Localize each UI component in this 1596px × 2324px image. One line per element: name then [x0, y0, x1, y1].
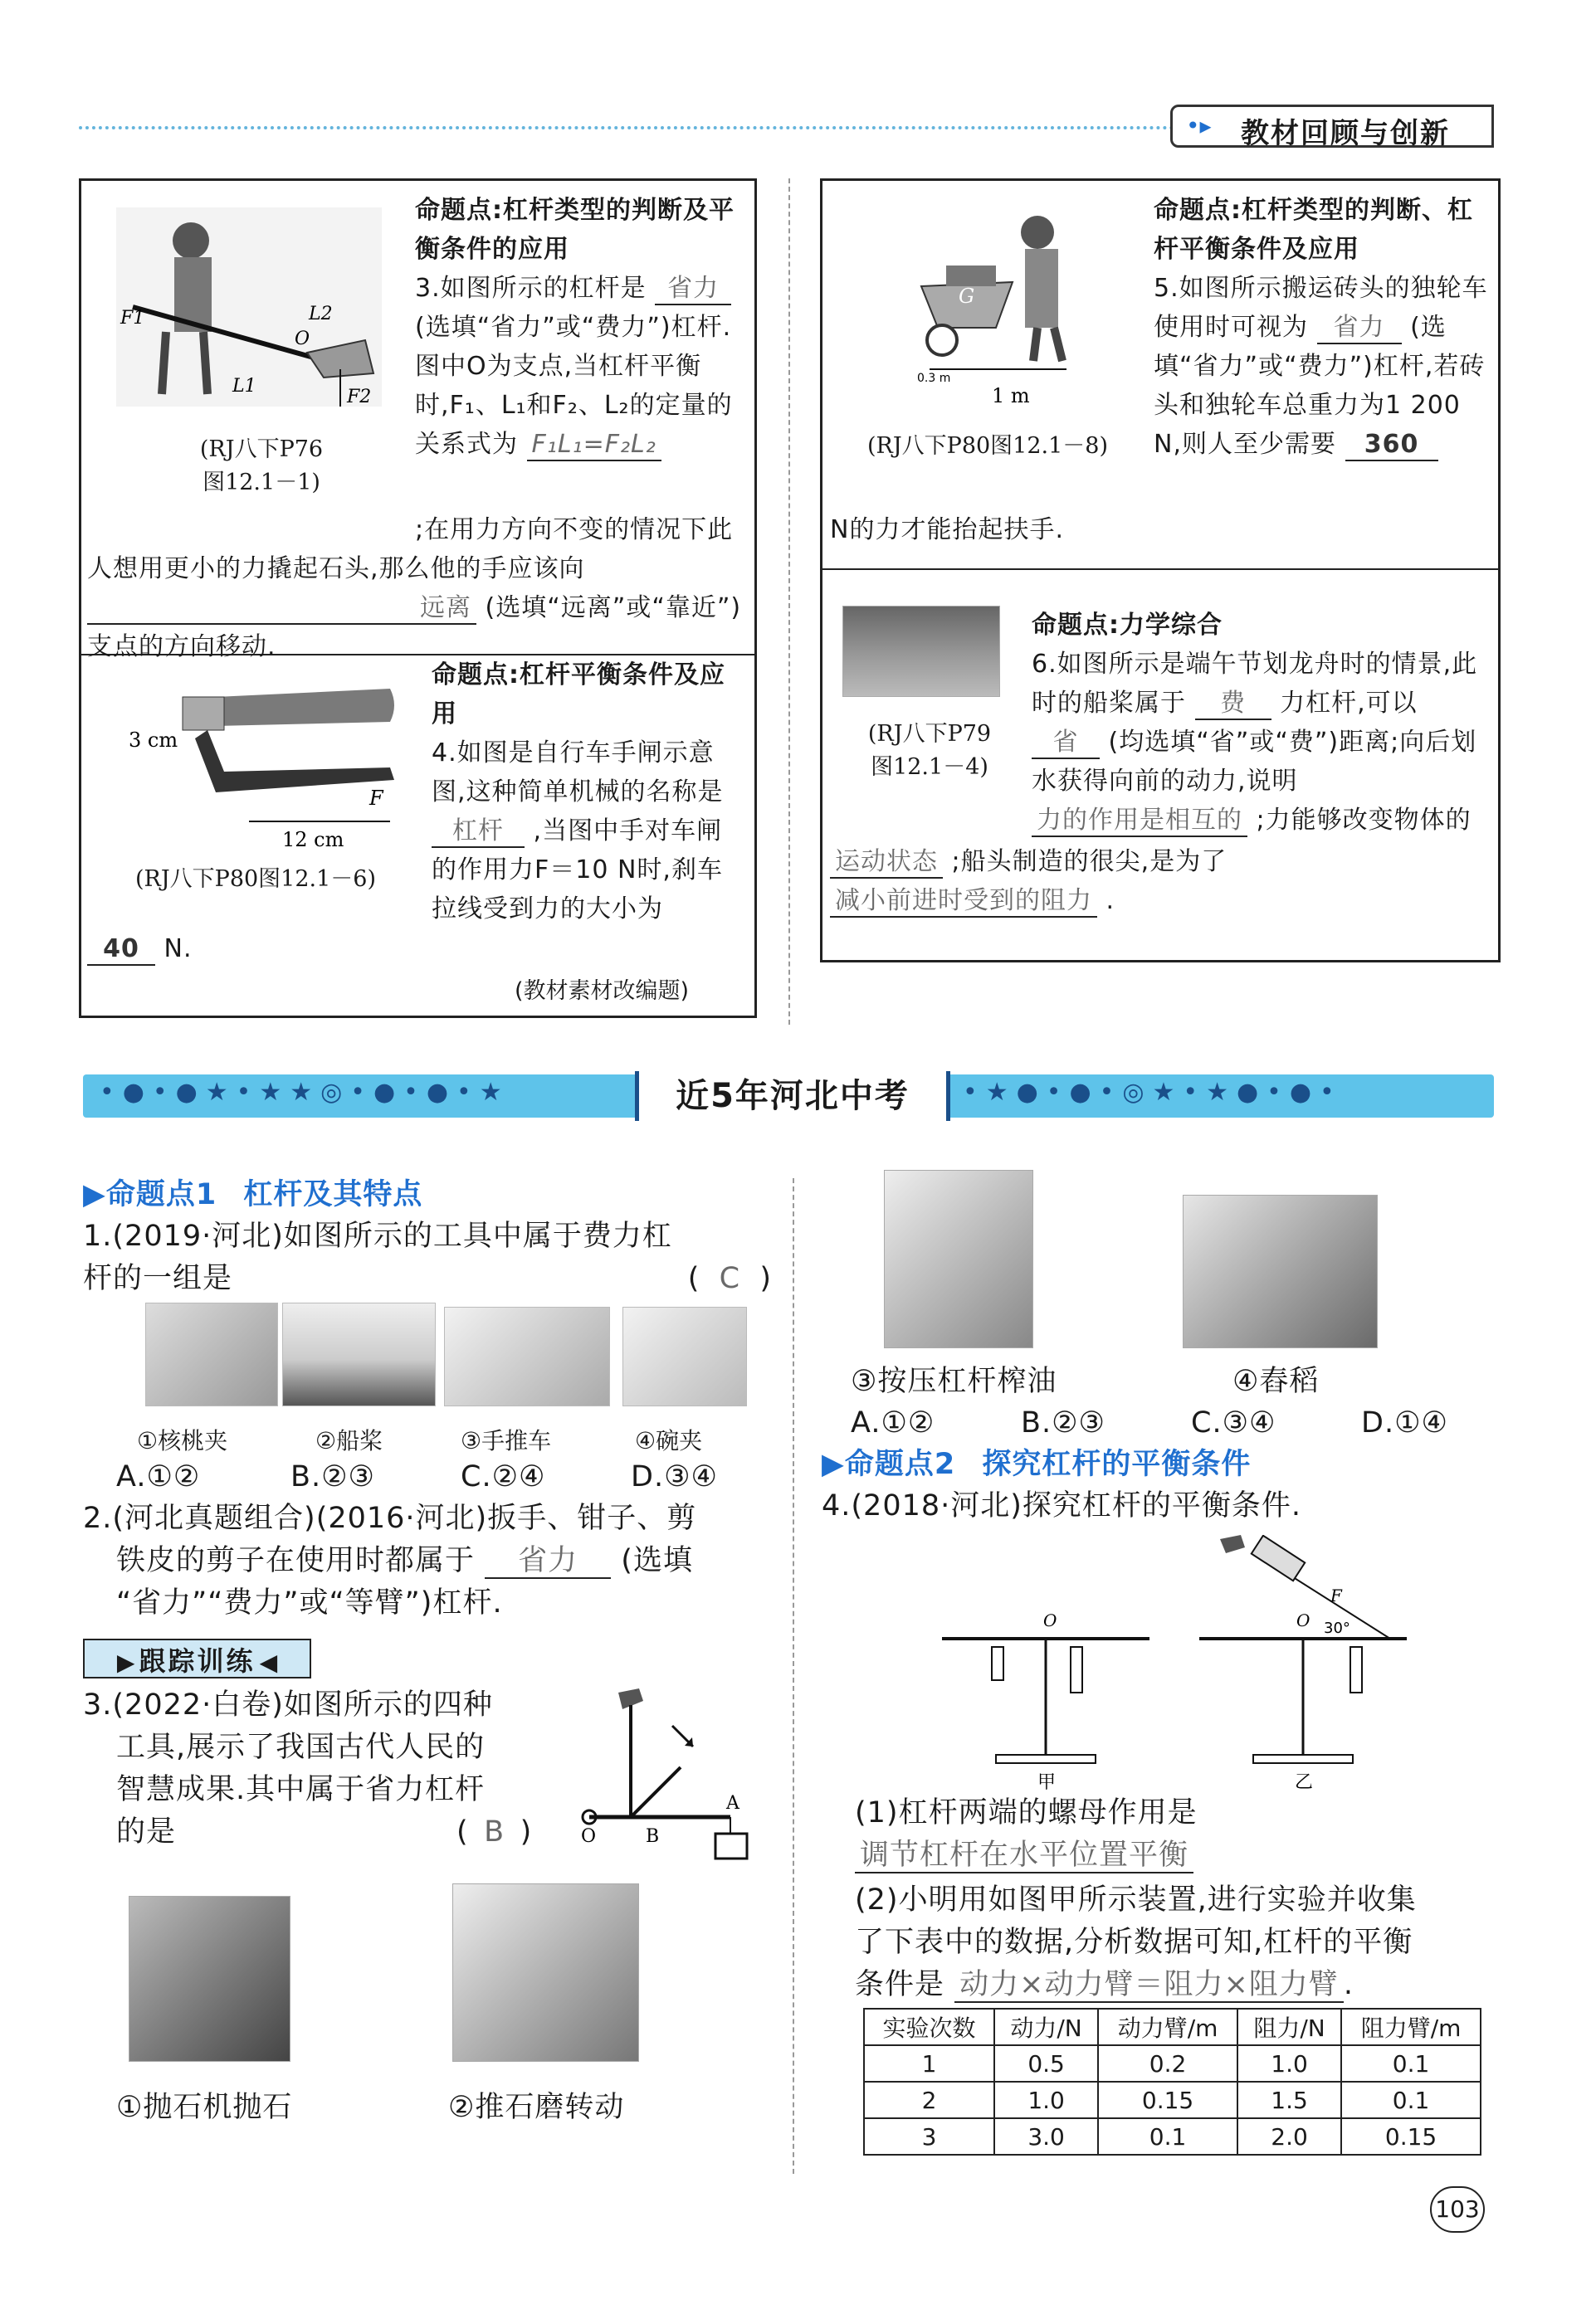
- answer-blank: 运动状态: [830, 848, 943, 879]
- banner-title: 近5年河北中考: [676, 1077, 910, 1115]
- lever-experiment-figure: [934, 1535, 1448, 1792]
- trebuchet-photo: [129, 1896, 290, 2062]
- column-separator: [793, 1178, 794, 2174]
- header-arrow-icon: •▸: [1186, 112, 1212, 139]
- fig-label-1m: 1 m: [992, 384, 1030, 407]
- box4-caption: (RJ八下P80图12.1－6): [134, 866, 377, 892]
- box-divider: [820, 568, 1501, 570]
- box6-topic: 命题点:力学综合: [1032, 611, 1223, 640]
- question-2: 2.(河北真题组合)(2016·河北)扳手、钳子、剪 铁皮的剪子在使用时都属于 省力 (选填 “省力”“费力”或“等臂”)杠杆.: [83, 1502, 697, 1620]
- fig-label-o: O: [295, 329, 310, 349]
- fig-label-f: F: [369, 787, 383, 810]
- box4-body: 命题点:杠杆平衡条件及应用 4.如图是自行车手闸示意图,这种简单机械的名称是 杠杆 ,当图中手对车闸的作用力F＝10 N时,刹车拉线受到力的大小为: [432, 660, 725, 923]
- lever-diagram-q3: [573, 1684, 755, 1863]
- table-header: 阻力/N: [1237, 2009, 1341, 2045]
- q3-option-c: C.③④: [1191, 1406, 1276, 1440]
- answer-blank: 40: [87, 935, 155, 966]
- section-banner: [83, 1074, 1494, 1118]
- q3-image-caption-2: ②推石磨转动: [448, 2091, 625, 2124]
- header-dotted-rule: [79, 126, 1174, 129]
- fig-label-f: F: [1330, 1586, 1342, 1605]
- page-number: 103: [1430, 2186, 1485, 2233]
- fig-label-03m: 0.3 m: [917, 372, 951, 385]
- table-header: 动力/N: [994, 2009, 1098, 2045]
- tool-image-nutcracker: [145, 1303, 278, 1406]
- tracking-training-label: ▶ 跟踪训练 ◀: [83, 1639, 311, 1678]
- fig-label-30: 30°: [1324, 1620, 1350, 1637]
- tool-caption: ④碗夹: [635, 1427, 703, 1454]
- banner-title-box: [635, 1071, 950, 1121]
- box5-body-continued: N的力才能抬起扶手.: [830, 515, 1064, 544]
- q3-option-b: B.②③: [1021, 1406, 1105, 1440]
- question-4-1: (1)杠杆两端的螺母作用是 调节杠杆在水平位置平衡: [855, 1792, 1502, 1877]
- lever-worker-figure: [116, 207, 382, 407]
- box6-caption: (RJ八下P79 图12.1－4): [867, 721, 992, 780]
- answer-choice: B: [484, 1815, 505, 1849]
- box6-body-continued: 运动状态 ;船头制造的很尖,是为了 减小前进时受到的阻力 .: [830, 842, 1490, 920]
- box3-topic: 命题点:杠杆类型的判断及平衡条件的应用: [415, 196, 735, 264]
- answer-blank: 力的作用是相互的: [1032, 806, 1247, 837]
- banner-decor-left: •●•●★•★★◎•●•●•★: [100, 1078, 510, 1107]
- fig-label-3cm: 3 cm: [129, 728, 178, 752]
- box4-topic: 命题点:杠杆平衡条件及应用: [432, 660, 725, 728]
- rice-pounding-photo: [1183, 1195, 1378, 1348]
- tool-caption: ②船桨: [315, 1427, 383, 1454]
- fig-label-a: A: [726, 1793, 739, 1814]
- column-separator: [788, 178, 790, 1025]
- banner-decor-right: •★●•●•◎★•★●•●•: [963, 1078, 1343, 1107]
- fig-label-yi: 乙: [1295, 1772, 1314, 1792]
- play-icon: ▶: [116, 1649, 135, 1676]
- experiment-data-table: [863, 2008, 1481, 2156]
- q1-option-d: D.③④: [631, 1460, 718, 1493]
- fig-label-o: O: [1043, 1610, 1057, 1630]
- tool-image-bowl-clamp: [622, 1307, 747, 1406]
- box5-topic: 命题点:杠杆类型的判断、杠杆平衡条件及应用: [1154, 196, 1473, 264]
- box6-body: 命题点:力学综合 6.如图所示是端午节划龙舟时的情景,此时的船桨属于 费 力杠杆,可以 省 (均选填“省”或“费”)距离;向后划水获得向前的动力,说明 力的作用是相互的 ;力能够改变物体的: [1032, 606, 1492, 840]
- answer-blank: 360: [1345, 431, 1438, 461]
- tool-image-wheelbarrow: [444, 1307, 610, 1406]
- answer-blank: 省力: [1317, 314, 1402, 344]
- header-tab: [1170, 105, 1494, 148]
- table-row: 3 3.0 0.1 2.0 0.15: [864, 2118, 1481, 2155]
- answer-blank: 动力×动力臂＝阻力×阻力臂: [954, 1968, 1344, 2003]
- answer-blank: 省: [1032, 728, 1100, 759]
- box3-body-continued: ;在用力方向不变的情况下此人想用更小的力撬起石头,那么他的手应该向 远离 (选填“远离”或“靠近”)支点的方向移动.: [87, 515, 742, 661]
- fig-label-o: O: [1296, 1610, 1310, 1630]
- table-row: 2 1.0 0.15 1.5 0.1: [864, 2082, 1481, 2118]
- question-3: 3.(2022·白卷)如图所示的四种 工具,展示了我国古代人民的 智慧成果.其中属于省力杠杆 的是 ( B ): [83, 1688, 533, 1849]
- dragon-boat-photo: [842, 606, 1000, 697]
- answer-blank: 费: [1195, 689, 1271, 720]
- table-header: 实验次数: [864, 2009, 994, 2045]
- box5-caption: (RJ八下P80图12.1－8): [866, 433, 1109, 459]
- q1-option-b: B.②③: [290, 1460, 375, 1493]
- bicycle-brake-figure: [116, 680, 398, 855]
- answer-blank: F₁L₁=F₂L₂: [527, 431, 661, 461]
- fig-label-f2: F2: [347, 387, 372, 407]
- box5-body: 命题点:杠杆类型的判断、杠杆平衡条件及应用 5.如图所示搬运砖头的独轮车使用时可视为 省力 (选填“省力”或“费力”)杠杆,若砖头和独轮车总重力为1 200 N,则人至少需要 360: [1154, 191, 1490, 464]
- q3-image-caption-4: ④舂稻: [1232, 1365, 1320, 1398]
- wheelbarrow-figure: [913, 203, 1112, 411]
- answer-blank: 调节杠杆在水平位置平衡: [855, 1839, 1193, 1873]
- back-play-icon: ◀: [259, 1649, 278, 1676]
- fig-label-b: B: [646, 1826, 660, 1847]
- q3-image-caption-1: ①抛石机抛石: [116, 2091, 293, 2124]
- answer-blank: 减小前进时受到的阻力: [830, 887, 1097, 918]
- tool-caption: ①核桃夹: [137, 1427, 228, 1454]
- answer-blank: 省力: [655, 275, 731, 305]
- box4-note: (教材素材改编题): [515, 978, 690, 1004]
- fig-label-l2: L2: [309, 304, 333, 324]
- millstone-photo: [452, 1883, 639, 2062]
- fig-label-jia: 甲: [1037, 1772, 1057, 1792]
- answer-choice: C: [719, 1262, 741, 1295]
- fig-label-g: G: [959, 285, 975, 308]
- topic-1-heading: ▶命题点1 杠杆及其特点: [83, 1178, 423, 1211]
- table-row: 1 0.5 0.2 1.0 0.1: [864, 2045, 1481, 2082]
- q3-option-a: A.①②: [851, 1406, 935, 1440]
- question-4-2: (2)小明用如图甲所示装置,进行实验并收集 了下表中的数据,分析数据可知,杠杆的平衡 条件是 动力×动力臂＝阻力×阻力臂 .: [855, 1879, 1502, 2006]
- tool-caption: ③手推车: [461, 1427, 552, 1454]
- answer-blank: 省力: [485, 1544, 611, 1579]
- answer-blank: 杠杆: [432, 817, 525, 848]
- answer-blank: 远离: [87, 594, 476, 625]
- topic-2-heading: ▶命题点2 探究杠杆的平衡条件: [822, 1448, 1252, 1481]
- q1-option-c: C.②④: [461, 1460, 546, 1493]
- q3-option-d: D.①④: [1361, 1406, 1448, 1440]
- fig-label-l1: L1: [232, 376, 256, 397]
- table-header: 阻力臂/m: [1341, 2009, 1481, 2045]
- question-1: 1.(2019·河北)如图所示的工具中属于费力杠 杆的一组是 ( C ): [83, 1220, 772, 1295]
- fig-label-o: O: [581, 1826, 597, 1847]
- box3-caption: (RJ八下P76 图12.1－1): [199, 436, 324, 495]
- fig-label-f1: F1: [120, 308, 145, 329]
- table-header: 动力臂/m: [1098, 2009, 1237, 2045]
- question-4: 4.(2018·河北)探究杠杆的平衡条件.: [822, 1489, 1302, 1523]
- header-section-title: 教材回顾与创新: [1241, 117, 1450, 150]
- tool-image-oar: [282, 1303, 436, 1406]
- oil-press-photo: [884, 1170, 1033, 1348]
- box3-body: 命题点:杠杆类型的判断及平衡条件的应用 3.如图所示的杠杆是 省力 (选填“省力”或“费力”)杠杆.图中O为支点,当杠杆平衡时,F₁、L₁和F₂、L₂的定量的关系式为 F₁L₁=F₂L₂: [415, 191, 747, 464]
- fig-label-12cm: 12 cm: [282, 828, 344, 851]
- q1-option-a: A.①②: [116, 1460, 201, 1493]
- q3-image-caption-3: ③按压杠杆榨油: [851, 1365, 1057, 1398]
- box4-body-continued: 40 N.: [87, 929, 502, 968]
